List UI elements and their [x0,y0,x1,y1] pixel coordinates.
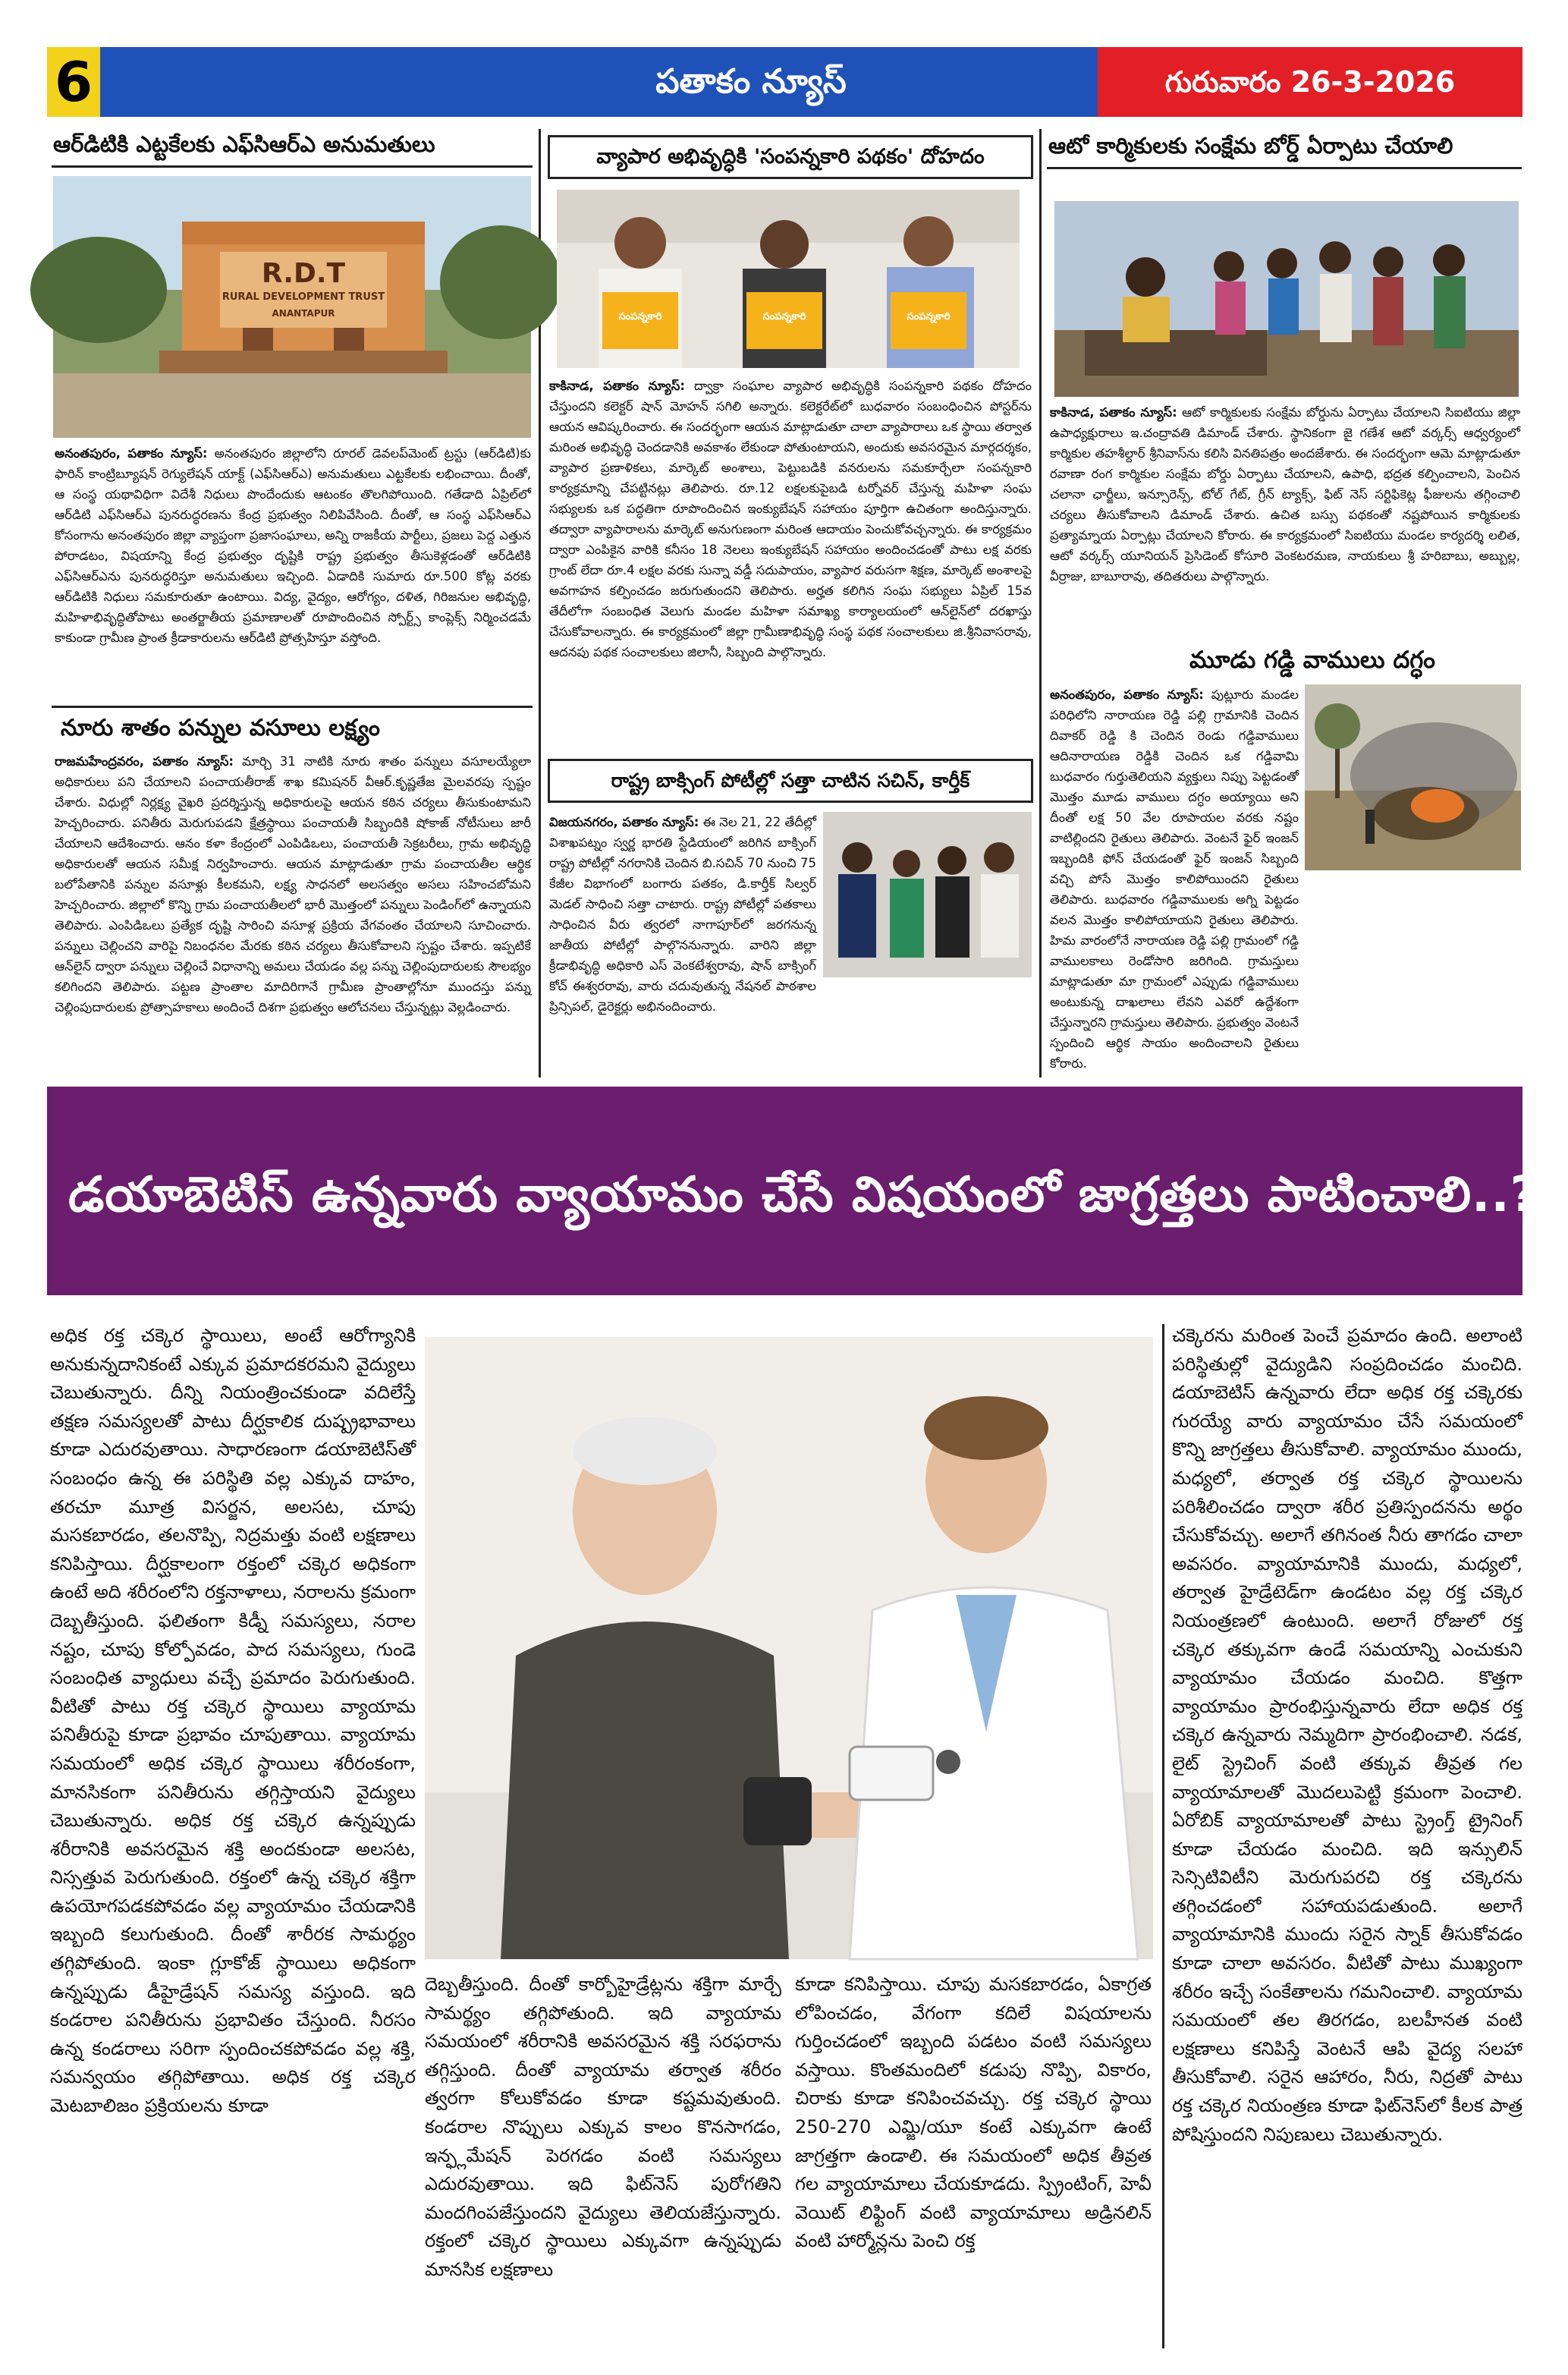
section-rule [52,706,533,708]
article-body [55,443,531,700]
rdt-sign-title: R.D.T [261,258,346,289]
article-headline: ఆర్‌డిటికి ఎట్టకేలకు ఎఫ్‌సిఆర్ఎ అనుమతులు [53,131,435,157]
column-divider [1162,1324,1164,2348]
rdt-sign-subtitle: RURAL DEVELOPMENT TRUST [222,291,385,303]
article-headline: రాష్ట్ర బాక్సింగ్ పోటీల్లో సత్తా చాటిన సచిన్, కార్తీక్ [548,759,1033,803]
article-text: అనంతపురం జిల్లాలోని రూరల్ డెవలప్‌మెంట్ ట్రస్టు (ఆర్‌డిటి)కు ఫారిన్ కాంట్రిబ్యూషన్ రెగ్యులేషన్ యాక్ట్ (ఎఫ్‌సిఆర్ఎ) అనుమతులు ఎట్టకేలకు లభించాయి. దీంతో, ఆ సంస్థ యథావిధిగా విదేశీ నిధులు పొందేందుకు ఆటంకం తొలగిపోయింది. గతేడాది ఏప్రిల్‌లో ఆర్‌డిటి ఎఫ్‌సిఆర్ఎ పునరుద్ధరణను కేంద్ర ప్రభుత్వం నిలిపివేసింది. దీంతో, ఆ సంస్థ ఎఫ్‌సిఆర్ఎ కోసంగాను అనంతపురం జిల్లా వ్యాప్తంగా ప్రజాసంఘాలు, అన్ని రాజకీయ పార్టీలు, ప్రజలు పెద్ద ఎత్తున పోరాడటం, విషయాన్ని కేంద్ర ప్రభుత్వం దృష్టికి రాష్ట్ర ప్రభుత్వం తీసుకెళ్లడంతో ఆర్‌డిటికి ఎఫ్‌సిఆర్ఎను పునరుద్ధరిస్తూ అనుమతులు ఇచ్చింది. ఏడాదికి సుమారు రూ.500 కోట్ల వరకు ఆర్‌డిటికి నిధులు సమకూరుతూ ఉంటాయి. విద్య, వైద్యం, ఆరోగ్యం, దళిత, గిరిజనుల అభివృద్ధి, మహిళాభివృద్ధితోపాటు అంతర్జాతీయ ప్రమాణాలతో రూపొందించిన స్పోర్ట్స్ కాంప్లెక్స్ నిర్మించడమే కాకుండా గ్రామీణ ప్రాంత క్రీడాకారులను ఆర్‌డిటి ప్రోత్సహిస్తూ వస్తోంది. [55,446,531,645]
blood-pressure-check-illustration [425,1337,1153,1959]
haystack-fire-photo [1305,684,1521,870]
article-text: ఆటో కార్మికులకు సంక్షేమ బోర్డును ఏర్పాటు చేయాలని సిఐటియు జిల్లా ఉపాధ్యక్షురాలు ఇ.చంద్రావతి డిమాండ్ చేశారు. స్థానికంగా జై గణేశ ఆటో వర్కర్స్ ఆధ్వర్యంలో కార్మికుల తహశీల్దార్ శ్రీనివాస్‌ను కలిసి వినతిపత్రం అందజేశారు. ఈ సందర్భంగా ఆమె మాట్లాడుతూ రవాణా రంగ కార్మికుల సంక్షేమ బోర్డు ఏర్పాటు చేయాలని, ఉపాధి, భద్రత కల్పించాలని, పెంచిన చలానా ఛార్జీలు, ఇన్సూరెన్స్, టోల్ గేట్, గ్రీన్ ట్యాక్స్, ఫిట్ నెస్ సర్టిఫికెట్ల ఫీజులను తగ్గించాలి చర్యలు తీసుకోవాలని డిమాండ్ చేశారు. ఉచిత బస్సు పథకంతో నష్టపోయిన కార్మికులకు ప్రత్యామ్నాయ ఏర్పాట్లు చేయాలని కోరారు. ఈ కార్యక్రమంలో సిఐటియు మండల కార్యదర్శి లలిత, ఆటో వర్కర్స్ యూనియన్ ప్రెసిడెంట్ కోసూరి వెంకటరమణ, నాయకులు శ్రీ హరిబాబు, అబ్బుల్ల, వీర్రాజు, బాబూరావు, తదితరులు పాల్గొన్నారు. [1050,405,1521,584]
column-divider [1039,129,1042,1077]
article-text: పుట్లూరు మండల పరిధిలోని నారాయణ రెడ్డి పల్లి గ్రామానికి చెందిన దివాకర్ రెడ్డి కి చెందిన రెండు గడ్డివాములు ఆదినారాయణ రెడ్డికి చెందిన ఒక గడ్డివామి బుధవారం గుర్తుతెలియని వ్యక్తులు నిప్పు పెట్టడంతో మొత్తం మూడు వాములు దగ్ధం అయ్యాయి అని దీంతో లక్ష 50 వేల రూపాయల వరకు నష్టం వాటిల్లిందని రైతులు తెలిపారు. వెంటనే ఫైర్ ఇంజన్ ఇబ్బందికి ఫోన్ చేయడంతో ఫైర్ ఇంజన్ సిబ్బంది వచ్చి పోసే మొత్తం కాలిపోయిందని రైతులు తెలిపారు. బుధవారం గడ్డివాములకు అగ్ని పెట్టడం వలన మొత్తం కాలిపోయాయని రైతులు తెలిపారు. హిమ వారంలోనే నారాయణ రెడ్డి పల్లి గ్రామంలో గడ్డి వాములకాలు రెండోసారి జరిగింది. గ్రామస్తులు మాట్లాడుతూ మా గ్రామంలో ఎప్పుడు గడ్డివాములు అంటుకున్న దాఖలాలు లేవని ఎవరో ఉద్దేశంగా చేస్తున్నారని గ్రామస్తులు తెలిపారు. ప్రభుత్వం వెంటనే స్పందించి ఆర్థిక సాయం అందించాలని రైతులు కోరారు. [1050,687,1299,1071]
rdt-sign-location: ANANTAPUR [272,308,335,319]
article-body [1050,402,1520,630]
article-text: మార్చి 31 నాటికి నూరు శాతం పన్నులు వసూలయ్యేలా అధికారులు పని చేయాలని పంచాయతీరాజ్ శాఖ కమిషనర్ వీఆర్.కృష్ణతేజ మైలవరపు స్పష్టం చేశారు. విధుల్లో నిర్లక్ష్య వైఖరి ప్రదర్శిస్తున్న అధికారులపై ఆయన కఠిన చర్యలు తీసుకుంటామని హెచ్చరించారు. పనితీరు మెరుగుపడని క్షేత్రస్థాయి పంచాయతీ సిబ్బందికి షోకాజ్ నోటీసులు జారీ చేయాలని ఆదేశించారు. ఆనం కళా కేంద్రంలో ఎంపిడిఒలు, పంచాయతీ సెక్రటరీలు, గ్రామ అభివృద్ధి అధికారులతో ఆయన సమీక్ష నిర్వహించారు. ఆయన మాట్లాడుతూ గ్రామ పంచాయతీల ఆర్థిక బలోపేతానికి పన్నుల వసూళ్లు కీలకమని, లక్ష్య సాధనలో అలసత్వం అసలు సహించబోమని హెచ్చరించారు. జిల్లాలో కొన్ని గ్రామ పంచాయతీలలో భారీ మొత్తంలో పన్నులు పెండింగ్‌లో ఉన్నాయని తెలిపారు. ఎంపిడిఒలు ప్రత్యేక దృష్టి సారించి వసూళ్ల ప్రక్రియ వేగవంతం చేయాలని సూచించారు. పన్నులు చెల్లించని వారిపై నిబంధనల మేరకు కఠిన చర్యలు తీసుకోవాలని స్పష్టం చేశారు. ఇప్పటికే ఆన్‌లైన్ ద్వారా పన్నులు చెల్లించే విధానాన్ని అమలు చేయడం వల్ల పన్ను చెల్లింపుదారులకు సౌలభ్యం కలిగిందని తెలిపారు. పట్టణ ప్రాంతాల మాదిరిగానే గ్రామీణ ప్రాంతాల్లోనూ ముందస్తు పన్ను చెల్లింపుదారులకు ప్రోత్సాహకాలు అందించే దిశగా ప్రభుత్వం ఆలోచనలు చేస్తున్నట్లు వెల్లడించారు. [55,754,531,1014]
article-dateline: రాజమహేంద్రవరం, పతాకం న్యూస్: [55,754,234,769]
article-text-continued [1050,876,1054,890]
poster-label: సంపన్నకారి [907,311,951,322]
article-headline: నూరు శాతం పన్నుల వసూలు లక్ష్యం [61,715,380,741]
article-body-continued [1050,873,1520,1077]
article-body [1050,684,1299,1071]
feature-column-2: దెబ్బతీస్తుంది. దీంతో కార్బోహైడ్రేట్లను శక్తిగా మార్చే సామర్థ్యం తగ్గిపోతుంది. ఇది వ్యాయామ సమయంలో శరీరానికి అవసరమైన శక్తి సరఫరాను తగ్గిస్తుంది. దీంతో వ్యాయామ తర్వాత శరీరం త్వరగా కోలుకోవడం కూడా కష్టమవుతుంది. కండరాల నొప్పులు ఎక్కువ కాలం కొనసాగడం, ఇన్ఫ్లమేషన్ పెరగడం వంటి సమస్యలు ఎదురవుతాయి. ఇది ఫిట్‌నెస్ పురోగతిని మందగింపజేస్తుందని వైద్యులు తెలియజేస్తున్నారు. రక్తంలో చక్కెర స్థాయిలు ఎక్కువగా ఉన్నప్పుడు మానసిక లక్షణాలు [425,1974,781,2280]
article-dateline: కాకినాడ, పతాకం న్యూస్: [1050,405,1177,420]
article-text: ఈ నెల 21, 22 తేదీల్లో విశాఖపట్నం స్వర్ణ భారతి స్టేడియంలో జరిగిన బాక్సింగ్ రాష్ట్ర పోటీల్లో నగరానికి చెందిన బి.సచిన్ 70 నుంచి 75 కేజీల విభాగంలో బంగారు పతకం, డి.కార్తీక్ సిల్వర్ మెడల్ సాధించి సత్తా చాటారు. రాష్ట్ర పోటీల్లో పతకాలు సాధించిన వీరు త్వరలో నాగాపూర్‌లో జరగనున్న జాతీయ పోటీల్లో పాల్గొననున్నారు. వారిని జిల్లా క్రీడాభివృద్ధి అధికారి ఎస్ వెంకటేశ్వరావు, షాన్ బాక్సింగ్ కోచ్ ఈశ్వరరావు, వారు చదువుతున్న నేషనల్ పాఠశాల ప్రిన్సిపల్, డైరెక్టర్లు అభినందించారు. [549,815,816,1014]
scheme-launch-photo [557,190,1020,368]
article-text: ద్వాక్రా సంఘాల వ్యాపార అభివృద్ధికి సంపన్నకారి పథకం దోహదం చేస్తుందని కలెక్టర్ షాన్ మోహన్ సగిలి అన్నారు. కలెక్టరేట్‌లో బుధవారం సంబంధించిన పోస్టర్‌ను ఆయన ఆవిష్కరించారు. ఈ సందర్భంగా ఆయన మాట్లాడుతూ చాలా వ్యాపారాలు ఒక స్థాయి తర్వాత మరింత అభివృద్ధి చెందడానికి అవకాశం లేకుండా పోతుంటాయని, అందుకు అవసరమైన మార్గదర్శకం, వ్యాపార ప్రణాళికలు, మార్కెట్ అంశాలు, పెట్టుబడికి వనరులను సమకూర్చేలా సంపన్నకారి కార్యక్రమాన్ని చేపట్టినట్లు తెలిపారు. రూ.12 లక్షలకుపైబడి టర్నోవర్ చేస్తున్న మహిళా సంఘ సభ్యులకు ఒక పద్ధతిగా రూపొందించిన ఇంక్యుబేషన్ సహాయం పూర్తిగా ఉచితంగా అందిస్తున్నారు. తద్వారా వ్యాపారాలను మార్కెట్ అనుగుణంగా మరింత ఆదాయం పెంచుకోవచ్చన్నారు. ఈ కార్యక్రమం ద్వారా ఎంపికైన వారికి కనీసం 18 నెలలు ఇంక్యుబేషన్ సహాయం అందించడంతో పాటు లక్ష వరకు గ్రాంట్ లేదా రూ.4 లక్షల వరకు సున్నా వడ్డీ సదుపాయం, వ్యాపార వరుసగా శిక్షణ, మార్కెట్ అంశాలపై అవగాహన కల్పించడం జరుగుతుందని తెలిపారు. అర్హత కలిగిన సంఘ సభ్యులు ఏప్రిల్ 15వ తేదీలోగా సంబంధిత వెలుగు మండల మహిళా సమాఖ్య కార్యాలయంలో ఆన్‌లైన్‌లో దరఖాస్తు చేసుకోవాలన్నారు. ఈ కార్యక్రమంలో జిల్లా గ్రామీణాభివృద్ధి సంస్థ పథక సంచాలకులు జి.శ్రీనివాసరావు, ఆదనపు పథక సంచాలకులు జిలానీ, సిబ్బంది పాల్గొన్నారు. [549,379,1032,659]
headline-rule [52,165,533,168]
article-body [55,751,531,1070]
article-headline: మూడు గడ్డి వాములు దగ్ధం [1189,646,1435,674]
headline-rule [1047,167,1522,169]
paper-name: పతాకం న్యూస్ [655,62,847,101]
article-dateline: అనంతపురం, పతాకం న్యూస్: [1050,687,1204,702]
doctor-patient-photo [425,1337,1153,1959]
auto-workers-photo [1054,201,1519,397]
feature-title: డయాబెటిస్ ఉన్నవారు వ్యాయామం చేసే విషయంలో జాగ్రత్తలు పాటించాలి..? [68,1167,1539,1223]
auto-workers-illustration [1054,201,1519,397]
article-dateline: కాకినాడ, పతాకం న్యూస్: [549,379,685,393]
issue-date: గురువారం 26-3-2026 [1098,47,1522,117]
rdt-building-illustration [53,176,531,438]
page-number: 6 [47,47,100,117]
article-dateline: విజయనగరం, పతాకం న్యూస్: [549,815,699,829]
rdt-building-photo [53,176,531,438]
haystack-fire-illustration [1305,684,1521,870]
article-body [549,812,816,1014]
boxing-winners-photo [823,812,1032,977]
feature-column-3: కూడా కనిపిస్తాయి. చూపు మసకబారడం, ఏకాగ్రత లోపించడం, వేగంగా కదిలే విషయాలను గుర్తించడంలో ఇబ్బంది పడటం వంటి సమస్యలు వస్తాయి. కొంతమందిలో కడుపు నొప్పి, వికారం, చిరాకు కూడా కనిపించవచ్చు. రక్త చక్కెర స్థాయి 250-270 ఎమ్జి/యూ కంటే ఎక్కువగా ఉంటే జాగ్రత్తగా ఉండాలి. ఈ సమయంలో అధిక తీవ్రత గల వ్యాయామాలు చేయకూడదు. స్ప్రింటింగ్, హెవీ వెయిట్ లిఫ్టింగ్ వంటి వ్యాయామాలు అడ్రినలిన్ వంటి హార్మోన్లను పెంచి రక్త [795,1974,1152,2252]
scheme-launch-illustration [557,190,1020,368]
article-dateline: అనంతపురం, పతాకం న్యూస్: [55,446,208,461]
boxing-winners-illustration [823,812,1032,977]
article-headline: ఆటో కార్మికులకు సంక్షేమ బోర్డ్ ఏర్పాటు చేయాలి [1048,133,1453,159]
article-body [549,376,1032,749]
poster-label: సంపన్నకారి [618,311,662,322]
feature-column-1: అధిక రక్త చక్కెర స్థాయిలు, అంటే ఆరోగ్యానికి అనుకున్నదానికంటే ఎక్కువ ప్రమాదకరమని వైద్యులు చెబుతున్నారు. దీన్ని నియంత్రించకుండా వదిలేస్తే తక్షణ సమస్యలతో పాటు దీర్ఘకాలిక దుష్ప్రభావాలు కూడా ఎదురవుతాయి. సాధారణంగా డయాబెటిస్‌తో సంబంధం ఉన్న ఈ పరిస్థితి వల్ల ఎక్కువ దాహం, తరచూ మూత్ర విసర్జన, అలసట, చూపు మసకబారడం, తలనొప్పి, నిద్రమత్తు వంటి లక్షణాలు కనిపిస్తాయి. దీర్ఘకాలంగా రక్తంలో చక్కెర అధికంగా ఉంటే అది శరీరంలోని రక్తనాళాలు, నరాలను క్రమంగా దెబ్బతీస్తుంది. ఫలితంగా కిడ్నీ సమస్యలు, నరాల నష్టం, చూపు కోల్పోవడం, పాద సమస్యలు, గుండె సంబంధిత వ్యాధులు వచ్చే ప్రమాదం పెరుగుతుంది. వీటితో పాటు రక్త చక్కెర స్థాయిలు వ్యాయామ పనితీరుపై కూడా ప్రభావం చూపుతాయి. వ్యాయామ సమయంలో అధిక చక్కెర స్థాయిలు శరీరంకంగా, మానసికంగా పనితీరును తగ్గిస్తాయని వైద్యులు చెబుతున్నారు. అధిక రక్త చక్కెర ఉన్నప్పుడు శరీరానికి అవసరమైన శక్తి అందకుండా అలసట, నిస్సత్తువ పెరుగుతుంది. రక్తంలో ఉన్న చక్కెర శక్తిగా ఉపయోగపడకపోవడం వల్ల వ్యాయామం చేయడానికి ఇబ్బంది కలుగుతుంది. దీంతో శారీరక సామర్థ్యం తగ్గిపోతుంది. ఇంకా గ్లూకోజ్ స్థాయిలు అధికంగా ఉన్నప్పుడు డీహైడ్రేషన్ సమస్య వస్తుంది. ఇది కండరాల పనితీరును ప్రభావితం చేస్తుంది. నీరసం ఉన్న కండరాలు సరిగా స్పందించకపోవడం వల్ల శక్తి, సమన్వయం తగ్గిపోతాయి. అధిక రక్త చక్కెర మెటబాలిజం ప్రక్రియలను కూడా [50,1325,416,2117]
article-headline: వ్యాపార అభివృద్ధికి 'సంపన్నకారి పథకం' దోహదం [548,135,1033,179]
poster-label: సంపన్నకారి [762,311,806,322]
feature-column-4: చక్కెరను మరింత పెంచే ప్రమాదం ఉంది. అలాంటి పరిస్థితుల్లో వైద్యుడిని సంప్రదించడం మంచిది. డయాబెటిస్ ఉన్నవారు లేదా అధిక రక్త చక్కెరకు గురయ్యే వారు వ్యాయామం చేసే సమయంలో కొన్ని జాగ్రత్తలు తీసుకోవాలి. వ్యాయామం ముందు, మధ్యలో, తర్వాత రక్త చక్కెర స్థాయిలను పరిశీలించడం ద్వారా శరీర ప్రతిస్పందనను అర్థం చేసుకోవచ్చు. అలాగే తగినంత నీరు తాగడం చాలా అవసరం. వ్యాయామానికి ముందు, మధ్యలో, తర్వాత హైడ్రేటెడ్‌గా ఉండటం వల్ల రక్త చక్కెర నియంత్రణలో ఉంటుంది. అలాగే రోజులో రక్త చక్కెర తక్కువగా ఉండే సమయాన్ని ఎంచుకుని వ్యాయామం చేయడం మంచిది. కొత్తగా వ్యాయామం ప్రారంభిస్తున్నవారు లేదా అధిక రక్త చక్కెర ఉన్నవారు నెమ్మదిగా ప్రారంభించాలి. నడక, లైట్ స్ట్రెచింగ్ వంటి తక్కువ తీవ్రత గల వ్యాయామాలతో మొదలుపెట్టి క్రమంగా పెంచాలి. ఏరోబిక్ వ్యాయామాలతో పాటు స్ట్రెంగ్త్ ట్రైనింగ్ కూడా చేయడం మంచిది. ఇది ఇన్సులిన్ సెన్సిటివిటీని మెరుగుపరచి రక్త చక్కెరను తగ్గించడంలో సహాయపడుతుంది. అలాగే వ్యాయామానికి ముందు సరైన స్నాక్ తీసుకోవడం కూడా చాలా అవసరం. వీటితో పాటు ముఖ్యంగా శరీరం ఇచ్చే సంకేతాలను గమనించాలి. వ్యాయామ సమయంలో తల తిరగడం, బలహీనత వంటి లక్షణాలు కనిపిస్తే వెంటనే ఆపి వైద్య సలహా తీసుకోవాలి. సరైన ఆహారం, నీరు, నిద్రతో పాటు రక్త చక్కెర నియంత్రణ కూడా ఫిట్‌నెస్‌లో కీలక పాత్ర పోషిస్తుందని నిపుణులు చెబుతున్నారు. [1172,1325,1522,2145]
